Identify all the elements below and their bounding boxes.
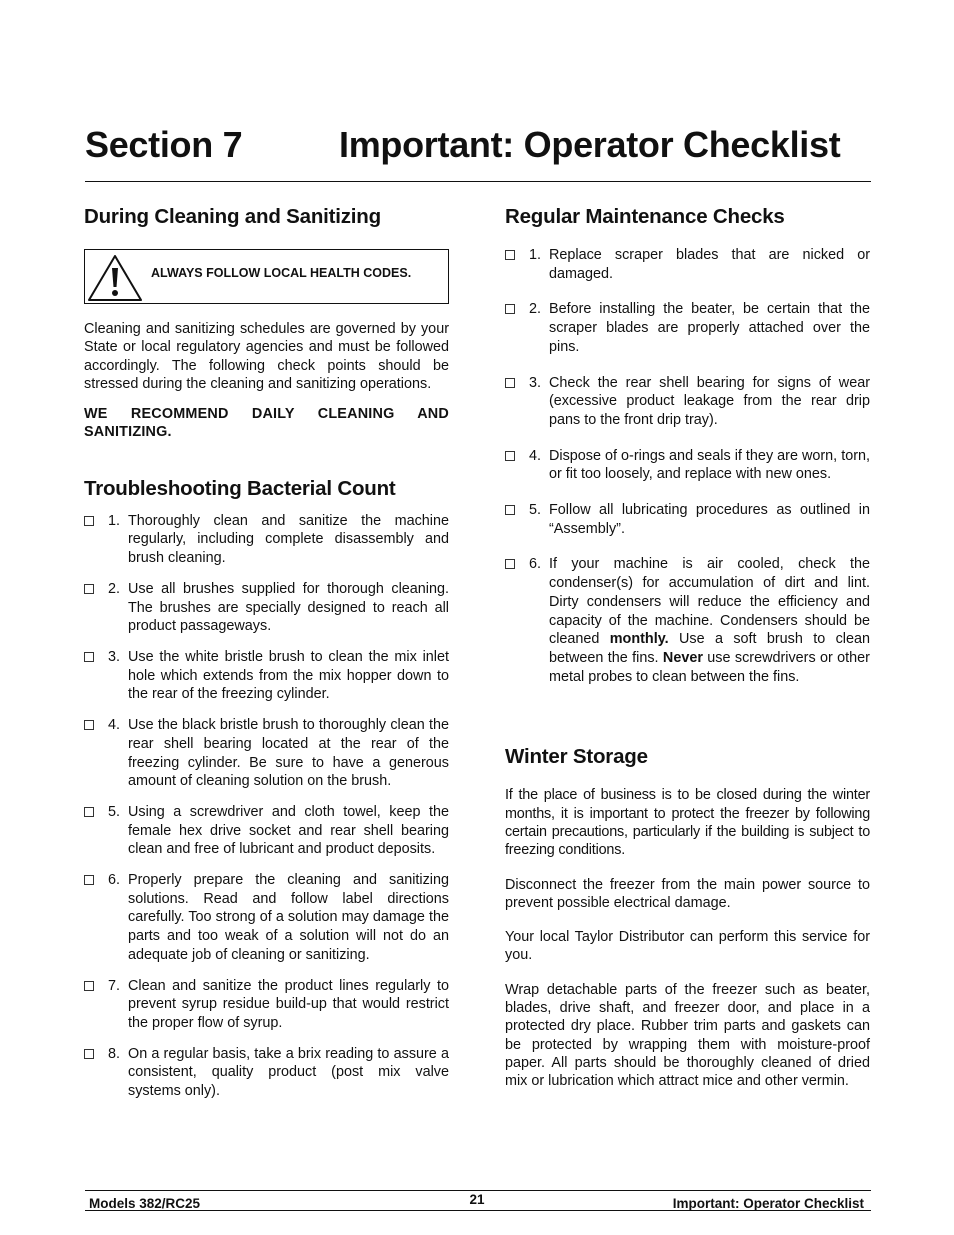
winter-heading: Winter Storage [505, 745, 648, 769]
list-item: 4. Dispose of o-rings and seals if they are worn, torn, or fit too loosely, and replace with new ones. [505, 447, 870, 484]
checkbox-icon[interactable] [84, 720, 94, 730]
checkbox-icon[interactable] [505, 451, 515, 461]
warning-text: ALWAYS FOLLOW LOCAL HEALTH CODES. [151, 266, 412, 280]
checkbox-icon[interactable] [84, 875, 94, 885]
maintenance-heading: Regular Maintenance Checks [505, 205, 785, 228]
bacterial-checklist [84, 512, 449, 1101]
list-item: 6. Properly prepare the cleaning and sanitizing solutions. Read and follow label directions carefully. Too strong of a solution may damage the parts and too weak of a solution will not do an adequate job of cleaning or sanitizing. [84, 871, 449, 965]
checkbox-icon[interactable] [505, 505, 515, 515]
winter-paragraph-4: Wrap detachable parts of the freezer such as beater, blades, drive shaft, and freezer door, and place in a protected dry place. Rubber trim parts and gaskets can be protected by wrapping them with moisture-proof paper. All parts should be thoroughly cleaned of dried mix or lubrication which attract mice and other vermin. [505, 981, 870, 1090]
page-title [85, 124, 871, 166]
list-item: 7. Clean and sanitize the product lines regularly to prevent syrup residue build-up that would restrict the proper flow of syrup. [84, 977, 449, 1033]
checkbox-icon[interactable] [84, 516, 94, 526]
checkbox-icon[interactable] [84, 981, 94, 991]
checkbox-icon[interactable] [505, 250, 515, 260]
recommend-text: WE RECOMMEND DAILY CLEANING AND SANITIZING. [84, 406, 449, 441]
footer-models: Models 382/RC25 [89, 1196, 201, 1211]
page-number: 21 [469, 1192, 485, 1207]
cleaning-heading: During Cleaning and Sanitizing [84, 205, 381, 228]
winter-paragraph-1: If the place of business is to be closed during the winter months, it is important to protect the freezer by following certain precautions, particularly if the building is subject to freezing conditions. [505, 787, 870, 859]
title-divider [85, 181, 871, 182]
footer-chapter: Important: Operator Checklist [672, 1196, 864, 1211]
footer-divider [85, 1190, 871, 1191]
right-column [505, 204, 870, 1091]
checkbox-icon[interactable] [84, 652, 94, 662]
list-item: 2. Use all brushes supplied for thorough cleaning. The brushes are specially designed to reach all product passageways. [84, 580, 449, 636]
winter-paragraph-3: Your local Taylor Distributor can perform this service for you. [505, 929, 870, 964]
checkbox-icon[interactable] [84, 1049, 94, 1059]
cleaning-intro: Cleaning and sanitizing schedules are governed by your State or local regulatory agencies and must be followed accordingly. The following check points should be stressed during the cleaning and sanitizing operations. [84, 321, 449, 392]
list-item: 5. Follow all lubricating procedures as outlined in “Assembly”. [505, 501, 870, 538]
list-item: 3. Check the rear shell bearing for signs of wear (excessive product leakage from the rear drip pans to the front drip tray). [505, 374, 870, 430]
left-column [84, 204, 449, 1101]
warning-triangle-icon [87, 253, 143, 303]
list-item: 5. Using a screwdriver and cloth towel, keep the female hex drive socket and rear shell bearing clean and free of lubricant and product deposits. [84, 803, 449, 859]
list-item: 1. Thoroughly clean and sanitize the machine regularly, including complete disassembly and brush cleaning. [84, 512, 449, 568]
checkbox-icon[interactable] [505, 304, 515, 314]
section-title: Important: Operator Checklist [339, 124, 841, 165]
checkbox-icon[interactable] [84, 807, 94, 817]
checkbox-icon[interactable] [505, 559, 515, 569]
list-item: 6. If your machine is air cooled, check the condenser(s) for accumulation of dirt and lint. Dirty condensers will reduce the efficiency and capacity of the machine. Condensers should be cleaned monthly. Use a soft brush to clean between the fins. Never use screwdrivers or other metal probes to clean between the fins. [505, 555, 870, 686]
checkbox-icon[interactable] [84, 584, 94, 594]
bacterial-heading: Troubleshooting Bacterial Count [84, 476, 396, 500]
list-item: 2. Before installing the beater, be certain that the scraper blades are properly attached over the pins. [505, 300, 870, 356]
list-item: 3. Use the white bristle brush to clean the mix inlet hole which extends from the mix hopper down to the rear of the freezing cylinder. [84, 648, 449, 704]
list-item: 8. On a regular basis, take a brix reading to assure a consistent, quality product (post mix valve systems only). [84, 1045, 449, 1101]
warning-box [84, 249, 449, 304]
checkbox-icon[interactable] [505, 378, 515, 388]
list-item: 4. Use the black bristle brush to thoroughly clean the rear shell bearing located at the rear of the freezing cylinder. Be sure to have a generous amount of cleaning solution on the brush. [84, 716, 449, 791]
winter-paragraph-2: Disconnect the freezer from the main power source to prevent possible electrical damage. [505, 876, 870, 911]
maintenance-checklist [505, 246, 870, 686]
list-item: 1. Replace scraper blades that are nicked or damaged. [505, 246, 870, 283]
section-label: Section 7 [85, 124, 243, 165]
